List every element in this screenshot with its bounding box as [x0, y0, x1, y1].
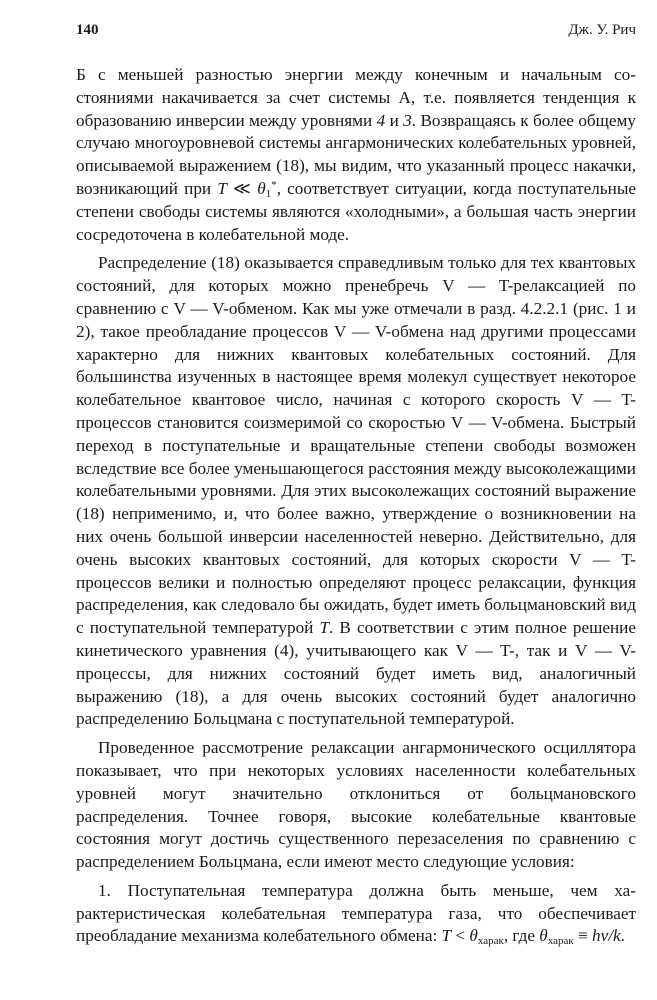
symbol-theta: θ [539, 926, 548, 946]
text-run: . В соответствии с этим полное решение кинетического уравнения (4), учитывающего как V — T-, так и V — V-процессы, для нижних состояний будет иметь вид, аналогичный выражению (18), а для очень высоких состояний будет аналогично распределению Больцмана с поступательной температурой. [76, 618, 636, 729]
symbol-T: T [319, 618, 330, 638]
subscript: 1 [265, 187, 272, 200]
body-text [76, 64, 636, 954]
symbol-less: < [451, 926, 470, 946]
text-run: , где [503, 926, 540, 946]
page-header [76, 22, 636, 42]
paragraph-4 [76, 880, 636, 948]
symbol-equiv: ≡ [573, 926, 593, 946]
superscript: * [271, 178, 277, 191]
running-head: Дж. У. Рич [568, 22, 636, 38]
cross-reference: разд. 4.2.2.1 (рис. 1 и 2) [76, 298, 636, 341]
text-run: Проведенное рассмотрение релаксации ангармонического осциллятора показывает, что при некоторых условиях населенности колебательных уровней могут значительно отклониться от больцмановского распределения. Точнее говоря, высокие колебательные квантовые состояния могут достичь существенного перезаселения по сравнению с распределением Больцмана, если имеют место следующие условия: [76, 738, 636, 872]
text-run: , такое преобладание процессов V — V-обмена над другими процессами характерно для нижних квантовых колебательных состояний. Для большинства изученных в настоящее время молекул существует некоторое колебательное квантовое число, начиная с которого скорость V — T-процессов становится соизмеримой со скоростью V — V-обмена. Быстрый переход в поступательные и вращательные степени свободы возможен вследствие все более уменьшающегося расстояния между высоколежащими колебательными уровнями. Для этих высоколежащих состояний выражение (18) неприменимо, и, что более важно, утверждение о возникновении на них очень большой инверсии населенностей неверно. Действительно, для очень высоких квантовых состояний, для которых скорости V — T-процессов велики и полностью определяют процесс релаксации, функция распределения, как следовало бы ожидать, будет иметь больцмановский вид с поступательной температурой [76, 321, 636, 638]
paragraph-1 [76, 64, 636, 246]
formula: hν/k [592, 926, 621, 946]
symbol-theta: θ [257, 178, 266, 198]
symbol-T: T [441, 926, 452, 946]
page-number: 140 [76, 22, 99, 38]
text-run: . [620, 926, 625, 946]
subscript: харак [477, 935, 504, 948]
subscript: харак [547, 935, 574, 948]
level-number: 4 [376, 110, 386, 130]
text-run: Распределение (18) оказывается справедливым только для тех квантовых состояний, для которых можно пренебречь V — T-релаксацией по сравнению с V — V-обменом. Как мы уже отмечали в [76, 253, 636, 318]
text-run: , соответствует ситуации, когда поступательные степени свободы системы являются «холодными», а большая часть энергии сосредоточена в колебательной моде. [76, 178, 636, 244]
symbol-theta: θ [469, 926, 478, 946]
text-run: Б с меньшей разностью энергии между конечным и начальным состояниями накачивается за счет системы А, т.е. появляется тенденция к образованию инверсии между уровнями [76, 65, 636, 130]
level-number: 3 [403, 110, 412, 130]
symbol-T: T [217, 178, 227, 198]
text-run: 1. Поступательная температура должна быть меньше, чем характеристическая колебательная температура газа, что обеспечивает преобладание механизма колебательного обмена: [76, 880, 636, 946]
text-run: и [385, 110, 404, 130]
text-run: . Возвращаясь к более общему случаю многоуровневой системы ангармонических колебательных уровней, описываемой выражением (18), мы видим, что указанный процесс накачки, возникающий при [76, 110, 636, 198]
symbol-much-less: ≪ [226, 178, 258, 198]
paragraph-3 [76, 737, 636, 874]
paragraph-2 [76, 252, 636, 731]
